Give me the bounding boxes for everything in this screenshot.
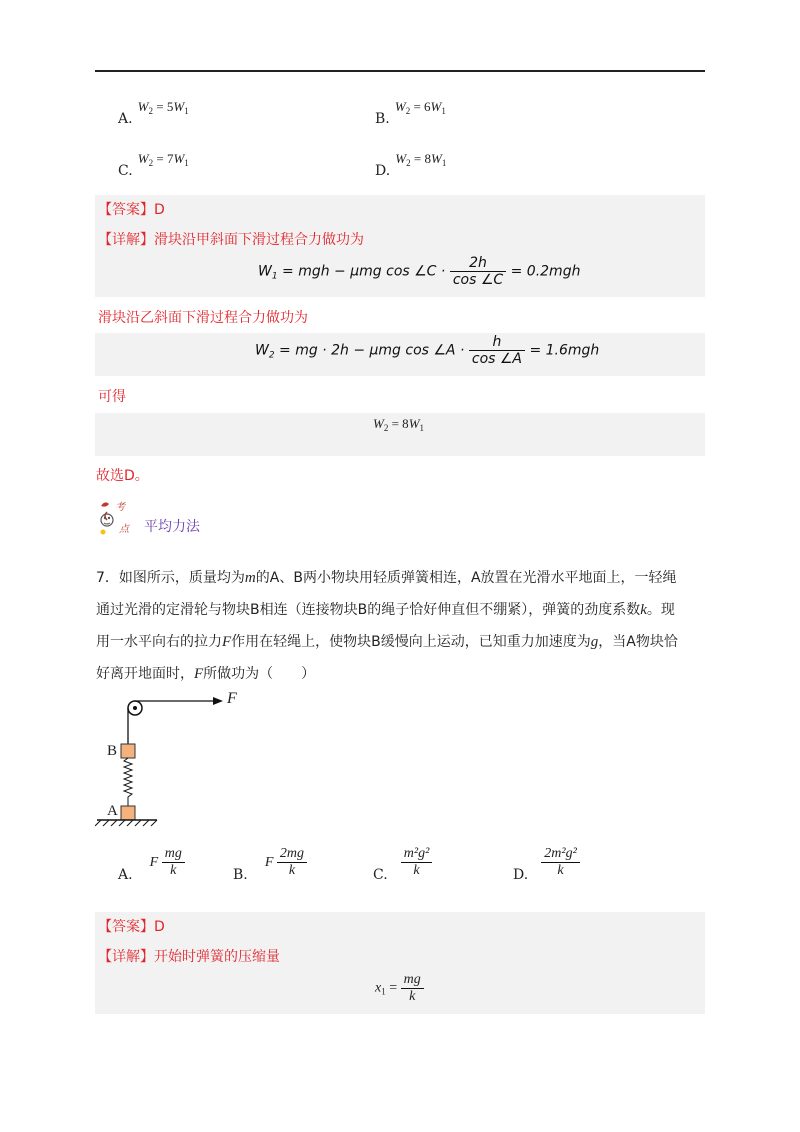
option-c[interactable]: C. $W_2 = 7W_1$ bbox=[118, 151, 189, 179]
arrow-icon bbox=[213, 697, 223, 705]
detail-text-2: 滑块沿乙斜面下滑过程合力做功为 bbox=[98, 310, 308, 326]
question7-text bbox=[96, 562, 678, 690]
block-b bbox=[121, 744, 135, 758]
option-a-formula: $W_2 = 5W_1$ bbox=[137, 99, 189, 116]
question7-line-3: 用一水平向右的拉力F作用在轻绳上，使物块B缓慢向上运动，已知重力加速度为g，当A物块恰 bbox=[96, 634, 678, 650]
q7-option-d[interactable]: D. $\frac{\text{2m²g²}}{k}$ bbox=[513, 846, 580, 879]
option-c-formula: $W_2 = 7W_1$ bbox=[137, 151, 189, 168]
option-b-formula: $W_2 = 6W_1$ bbox=[394, 99, 446, 116]
kaodian-stamp-icon: 考 点 bbox=[95, 498, 141, 538]
force-label: F bbox=[227, 690, 237, 707]
q7-equation-x1: $x_1$ = $\frac{mg}{k}$ bbox=[375, 972, 424, 1005]
equation-w1: $W_1$ = mgh − μmg cos ∠C · $\frac{2h}{\cos \angle C}$ = 0.2mgh bbox=[258, 255, 581, 288]
q7-detail-label: 【详解】开始时弹簧的压缩量 bbox=[98, 949, 280, 965]
kaodian-topic: 平均力法 bbox=[144, 519, 200, 535]
question7-line-4: 好离开地面时，F所做功为（ ） bbox=[96, 666, 316, 682]
detail-label: 【详解】滑块沿甲斜面下滑过程合力做功为 bbox=[98, 232, 364, 248]
q7-option-a[interactable]: A. F $\frac{mg}{k}$ bbox=[118, 846, 185, 879]
question7-line-1: 7．如图所示，质量均为m的A、B两小物块用轻质弹簧相连，A放置在光滑水平地面上，一轻绳 bbox=[96, 570, 677, 586]
pulley-spring-svg bbox=[95, 688, 255, 828]
q7-answer-label: 【答案】D bbox=[98, 919, 165, 935]
conclusion: 故选D。 bbox=[96, 468, 149, 484]
spring-icon bbox=[124, 758, 132, 806]
block-a bbox=[121, 806, 135, 820]
q7-option-b[interactable]: B. F $\frac{2mg}{k}$ bbox=[233, 846, 307, 879]
equation-w2: $W_2$ = mg · 2h − μmg cos ∠A · $\frac{h}{\cos \angle A}$ = 1.6mgh bbox=[255, 334, 600, 367]
answer-label: 【答案】D bbox=[98, 202, 165, 218]
equation-result: $W_2 = 8W_1$ bbox=[373, 416, 425, 433]
question7-line-2: 通过光滑的定滑轮与物块B相连（连接物块B的绳子恰好伸直但不绷紧），弹簧的劲度系数k。现 bbox=[96, 602, 675, 618]
option-b[interactable]: B. $W_2 = 6W_1$ bbox=[375, 99, 446, 127]
header-rule bbox=[95, 70, 705, 72]
q7-option-c[interactable]: C. $\frac{\text{m²g²}}{k}$ bbox=[373, 846, 432, 879]
detail-text-3: 可得 bbox=[98, 389, 126, 405]
block-a-label: A bbox=[107, 803, 118, 819]
option-d[interactable]: D. $W_2 = 8W_1$ bbox=[375, 151, 447, 179]
block-b-label: B bbox=[107, 743, 118, 759]
pulley-spring-figure bbox=[95, 688, 255, 828]
ground-hatch bbox=[95, 820, 157, 826]
option-d-formula: $W_2 = 8W_1$ bbox=[395, 151, 447, 168]
option-a[interactable]: A. $W_2 = 5W_1$ bbox=[118, 99, 189, 127]
